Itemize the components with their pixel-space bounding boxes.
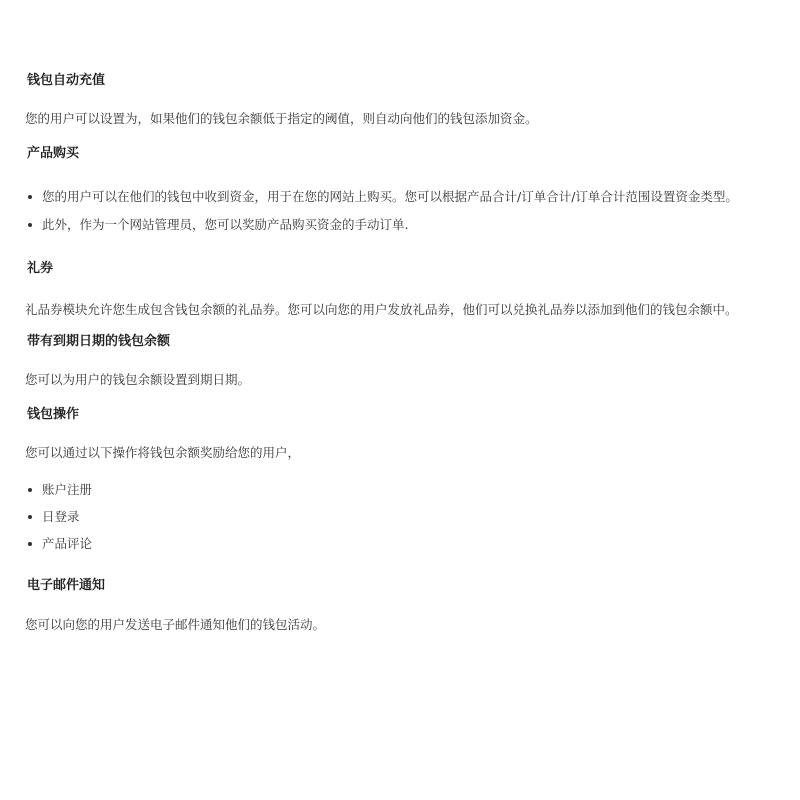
list-wallet-actions [25, 479, 773, 554]
heading-product-purchase: 产品购买 [27, 146, 80, 161]
paragraph-wallet-auto-topup: 您的用户可以设置为，如果他们的钱包余额低于指定的阈值，则自动向他们的钱包添加资金。 [25, 111, 538, 126]
heading-wallet-auto-topup: 钱包自动充值 [27, 73, 106, 88]
heading-email-notification: 电子邮件通知 [27, 578, 106, 593]
paragraph-gift-voucher: 礼品券模块允许您生成包含钱包余额的礼品券。您可以向您的用户发放礼品券，他们可以兑换礼品券以添加到他们的钱包余额中。 [25, 302, 738, 317]
document-content [25, 64, 773, 635]
list-item: 日登录 [25, 506, 773, 527]
paragraph-wallet-actions: 您可以通过以下操作将钱包余额奖励给您的用户， [25, 445, 301, 460]
list-item: 账户注册 [25, 479, 773, 500]
heading-wallet-expiry: 带有到期日期的钱包余额 [27, 334, 171, 349]
list-item: 产品评论 [25, 533, 773, 554]
heading-gift-voucher: 礼券 [27, 261, 54, 276]
list-product-purchase [25, 186, 773, 235]
heading-wallet-actions: 钱包操作 [27, 407, 80, 422]
list-item: 此外，作为一个网站管理员，您可以奖励产品购买资金的手动订单. [25, 214, 773, 235]
paragraph-email-notification: 您可以向您的用户发送电子邮件通知他们的钱包活动。 [25, 617, 326, 632]
paragraph-wallet-expiry: 您可以为用户的钱包余额设置到期日期。 [25, 372, 251, 387]
list-item: 您的用户可以在他们的钱包中收到资金，用于在您的网站上购买。您可以根据产品合计/订单合计/订单合计范围设置资金类型。 [25, 186, 773, 207]
